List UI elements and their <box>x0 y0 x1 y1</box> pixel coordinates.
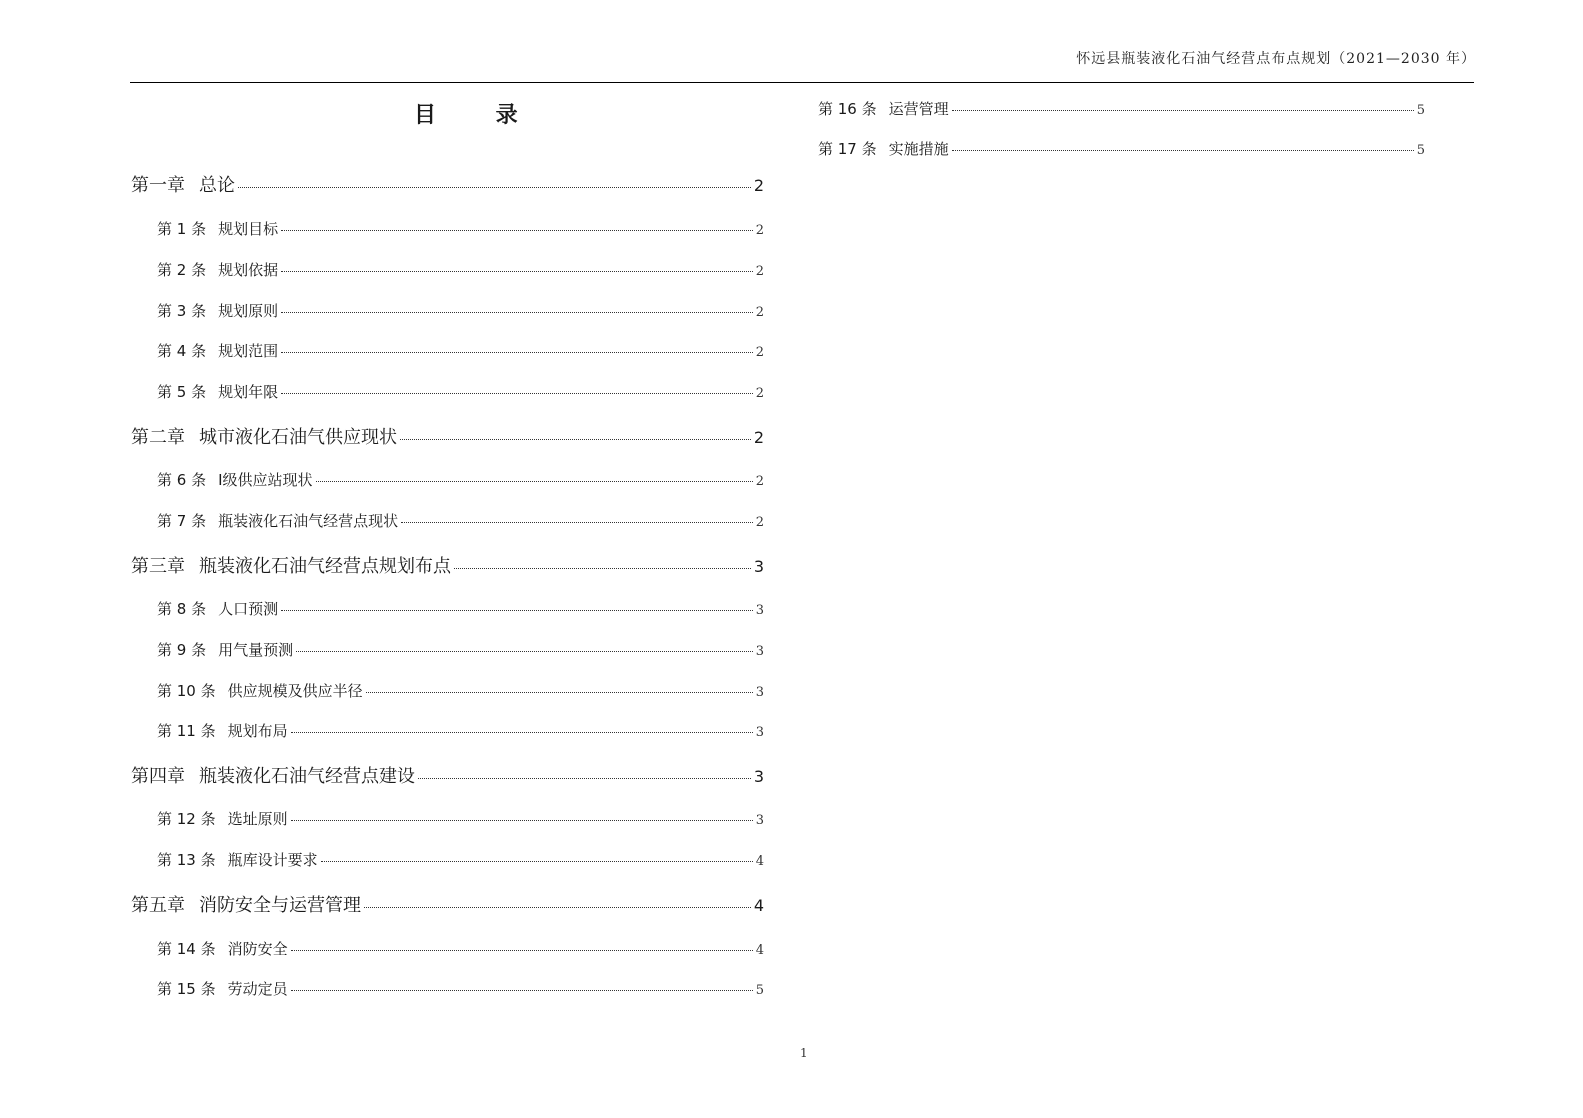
article-title: 规划布局 <box>227 722 288 740</box>
header-divider <box>130 82 1474 83</box>
chapter-title: 总论 <box>199 175 235 196</box>
page-number: 2 <box>755 223 764 238</box>
chapter-number: 第五章 <box>131 895 185 916</box>
article-title: 规划原则 <box>218 302 279 320</box>
article-number: 第 10 条 <box>157 682 216 700</box>
toc-chapter[interactable] <box>131 423 764 449</box>
dot-leader <box>291 820 753 821</box>
toc-chapter[interactable] <box>131 171 764 197</box>
document-header-title: 怀远县瓶装液化石油气经营点布点规划（2021—2030 年） <box>1076 51 1476 67</box>
page-number: 3 <box>753 767 764 786</box>
page-number: 3 <box>755 644 764 659</box>
toc-article[interactable] <box>131 720 764 741</box>
article-title: 瓶库设计要求 <box>227 851 318 869</box>
page-number: 2 <box>753 176 764 195</box>
page-number: 3 <box>753 557 764 576</box>
article-number: 第 7 条 <box>157 512 207 530</box>
toc-chapter[interactable] <box>131 891 764 917</box>
article-number: 第 4 条 <box>157 342 207 360</box>
chapter-number: 第四章 <box>131 766 185 787</box>
article-number: 第 5 条 <box>157 383 207 401</box>
page-number: 3 <box>755 603 764 618</box>
chapter-title: 瓶装液化石油气经营点规划布点 <box>199 556 451 577</box>
article-number: 第 15 条 <box>157 980 216 998</box>
dot-leader <box>281 271 753 272</box>
toc-article[interactable] <box>131 381 764 402</box>
article-number: 第 2 条 <box>157 261 207 279</box>
chapter-title: 消防安全与运营管理 <box>199 895 361 916</box>
toc-article[interactable] <box>131 469 764 490</box>
dot-leader <box>291 990 753 991</box>
article-number: 第 9 条 <box>157 641 207 659</box>
article-title: 规划依据 <box>218 261 279 279</box>
dot-leader <box>321 861 753 862</box>
footer-page-number: 1 <box>800 1046 808 1060</box>
dot-leader <box>291 732 753 733</box>
toc-article[interactable] <box>131 680 764 701</box>
article-title: 消防安全 <box>227 940 288 958</box>
toc-article[interactable] <box>818 138 1425 159</box>
page-number: 4 <box>753 896 764 915</box>
article-title: 运营管理 <box>888 100 949 118</box>
page-number: 2 <box>755 515 764 530</box>
dot-leader <box>281 352 753 353</box>
page-number: 5 <box>1416 103 1425 118</box>
toc-article[interactable] <box>131 978 764 999</box>
toc-article[interactable] <box>131 259 764 280</box>
toc-title: 目 录 <box>414 103 544 128</box>
article-title: 用气量预测 <box>218 641 294 659</box>
article-number: 第 14 条 <box>157 940 216 958</box>
article-title: 规划范围 <box>218 342 279 360</box>
page-number: 5 <box>1416 143 1425 158</box>
dot-leader <box>238 187 751 188</box>
chapter-title: 城市液化石油气供应现状 <box>199 427 397 448</box>
article-number: 第 3 条 <box>157 302 207 320</box>
dot-leader <box>952 150 1414 151</box>
article-number: 第 1 条 <box>157 220 207 238</box>
article-number: 第 8 条 <box>157 600 207 618</box>
page-number: 2 <box>753 428 764 447</box>
article-title: 规划年限 <box>218 383 279 401</box>
dot-leader <box>401 522 753 523</box>
article-title: 规划目标 <box>218 220 279 238</box>
article-number: 第 6 条 <box>157 471 207 489</box>
page-number: 2 <box>755 305 764 320</box>
dot-leader <box>281 312 753 313</box>
article-title: Ⅰ级供应站现状 <box>218 471 313 489</box>
dot-leader <box>281 230 753 231</box>
page-number: 2 <box>755 345 764 360</box>
article-title: 人口预测 <box>218 600 279 618</box>
toc-article[interactable] <box>131 849 764 870</box>
article-number: 第 13 条 <box>157 851 216 869</box>
dot-leader <box>296 651 753 652</box>
dot-leader <box>952 110 1414 111</box>
page-number: 4 <box>755 854 764 869</box>
dot-leader <box>281 393 753 394</box>
article-number: 第 16 条 <box>818 100 877 118</box>
toc-article[interactable] <box>131 598 764 619</box>
article-number: 第 12 条 <box>157 810 216 828</box>
page-number: 2 <box>755 474 764 489</box>
toc-article[interactable] <box>131 938 764 959</box>
chapter-number: 第三章 <box>131 556 185 577</box>
toc-article[interactable] <box>131 300 764 321</box>
dot-leader <box>316 481 753 482</box>
article-title: 选址原则 <box>227 810 288 828</box>
page-number: 5 <box>755 983 764 998</box>
article-title: 实施措施 <box>888 140 949 158</box>
toc-article[interactable] <box>131 510 764 531</box>
chapter-number: 第一章 <box>131 175 185 196</box>
toc-article[interactable] <box>818 98 1425 119</box>
page-number: 4 <box>755 943 764 958</box>
dot-leader <box>291 950 753 951</box>
page-number: 3 <box>755 685 764 700</box>
dot-leader <box>454 568 751 569</box>
article-number: 第 11 条 <box>157 722 216 740</box>
article-title: 劳动定员 <box>227 980 288 998</box>
article-title: 供应规模及供应半径 <box>227 682 363 700</box>
toc-article[interactable] <box>131 340 764 361</box>
toc-article[interactable] <box>131 218 764 239</box>
dot-leader <box>281 610 753 611</box>
page-number: 3 <box>755 813 764 828</box>
dot-leader <box>366 692 753 693</box>
toc-article[interactable] <box>131 639 764 660</box>
dot-leader <box>400 439 751 440</box>
dot-leader <box>364 907 751 908</box>
chapter-title: 瓶装液化石油气经营点建设 <box>199 766 415 787</box>
toc-chapter[interactable] <box>131 762 764 788</box>
page-number: 3 <box>755 725 764 740</box>
article-title: 瓶装液化石油气经营点现状 <box>218 512 399 530</box>
chapter-number: 第二章 <box>131 427 185 448</box>
page-number: 2 <box>755 386 764 401</box>
toc-article[interactable] <box>131 808 764 829</box>
article-number: 第 17 条 <box>818 140 877 158</box>
page-number: 2 <box>755 264 764 279</box>
toc-chapter[interactable] <box>131 552 764 578</box>
dot-leader <box>418 778 751 779</box>
